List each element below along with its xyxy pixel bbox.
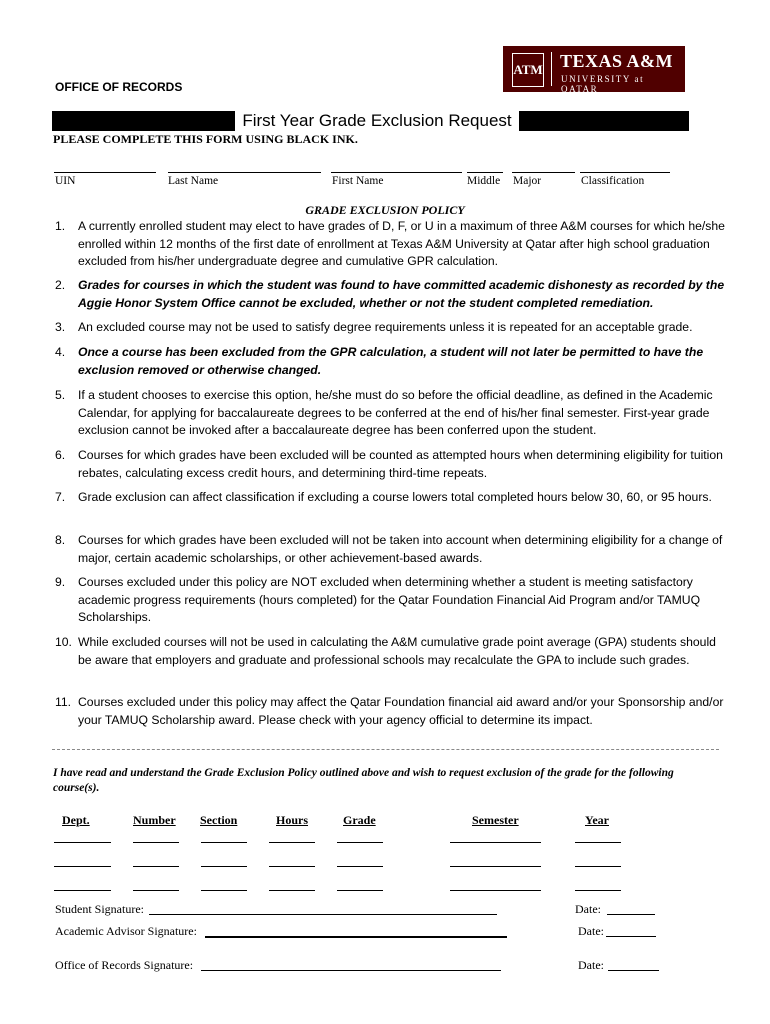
advisor-signature-line[interactable] <box>205 936 507 938</box>
first-name-field-line[interactable] <box>331 172 462 173</box>
classification-label: Classification <box>581 175 645 187</box>
date-line[interactable] <box>607 914 655 915</box>
year-line[interactable] <box>575 890 621 891</box>
policy-item: 4. Once a course has been excluded from the GPR calculation, a student will not later be permitted to have the exclusion removed or otherwise changed. <box>55 345 704 377</box>
policy-title: GRADE EXCLUSION POLICY <box>305 203 465 217</box>
section-line[interactable] <box>201 890 247 891</box>
dept-line[interactable] <box>54 842 111 843</box>
policy-item: 7. Grade exclusion can affect classification if excluding a course lowers total completed hours below 30, 60, or 95 hours. <box>55 490 712 504</box>
records-signature-label: Office of Records Signature: <box>55 958 194 972</box>
date-line[interactable] <box>606 936 656 937</box>
number-line[interactable] <box>133 890 179 891</box>
semester-line[interactable] <box>450 890 541 891</box>
grade-line[interactable] <box>337 866 383 867</box>
date-label: Date: <box>575 902 601 916</box>
policy-item: 10. While excluded courses will not be used in calculating the A&M cumulative grade point average (GPA) students should be aware that employers and graduate and professional schools may recalculate the GPA to include such grades. <box>55 635 716 667</box>
date-label: Date: <box>578 958 604 972</box>
semester-line[interactable] <box>450 842 541 843</box>
number-line[interactable] <box>133 842 179 843</box>
date-label: Date: <box>578 924 604 938</box>
col-hours: Hours <box>276 813 309 827</box>
policy-item: 6. Courses for which grades have been excluded will be counted as attempted hours when determining eligibility for tuition rebates, calculating excess credit hours, and determining third-time repeats. <box>55 448 723 480</box>
policy-item: 3. An excluded course may not be used to satisfy degree requirements unless it is repeated for an acceptable grade. <box>55 320 693 334</box>
classification-field-line[interactable] <box>580 172 670 173</box>
section-line[interactable] <box>201 866 247 867</box>
advisor-signature-label: Academic Advisor Signature: <box>55 924 197 938</box>
major-field-line[interactable] <box>512 172 575 173</box>
section-divider <box>52 749 719 750</box>
col-year: Year <box>585 813 609 827</box>
records-signature-line[interactable] <box>201 970 501 971</box>
student-signature-line[interactable] <box>149 914 497 915</box>
uin-field-line[interactable] <box>54 172 156 173</box>
policy-item: 5. If a student chooses to exercise this option, he/she must do so before the official deadline, as defined in the Academic Calendar, for applying for baccalaureate degrees to be conferred at the end of his/her final semester. First-year grade exclusion cannot be invoked after a baccalaureate degree has been conferred upon the student. <box>55 388 713 437</box>
grade-line[interactable] <box>337 890 383 891</box>
middle-label: Middle <box>467 175 501 187</box>
hours-line[interactable] <box>269 842 315 843</box>
logo-line1: TEXAS A&M <box>560 51 674 71</box>
col-number: Number <box>133 813 176 827</box>
dept-line[interactable] <box>54 890 111 891</box>
year-line[interactable] <box>575 866 621 867</box>
section-line[interactable] <box>201 842 247 843</box>
col-semester: Semester <box>472 813 519 827</box>
grade-line[interactable] <box>337 842 383 843</box>
form-title: First Year Grade Exclusion Request <box>235 110 519 131</box>
university-logo <box>503 46 685 92</box>
policy-item: 8. Courses for which grades have been excluded will not be taken into account when determining eligibility for a change of major, certain academic scholarships, or other achievement-based awards. <box>55 533 723 565</box>
major-label: Major <box>513 175 542 187</box>
hours-line[interactable] <box>269 866 315 867</box>
student-signature-label: Student Signature: <box>55 902 144 916</box>
logo-divider <box>551 52 552 86</box>
atm-mark-icon: ATM <box>512 53 544 87</box>
year-line[interactable] <box>575 842 621 843</box>
policy-item: 11. Courses excluded under this policy may affect the Qatar Foundation financial aid award and/or your Sponsorship and/or your TAMUQ Scholarship award. Please check with your agency official to determine its impact. <box>55 695 724 727</box>
policy-item: 9. Courses excluded under this policy are NOT excluded when determining whether a student is meeting satisfactory academic progress requirements (hours completed) for the Qatar Foundation Financial Aid Program and/or TAMUQ Scholarships. <box>55 575 701 624</box>
last-name-label: Last Name <box>168 175 219 187</box>
policy-item: 2. Grades for courses in which the student was found to have committed academic dishonesty as recorded by the Aggie Honor System Office cannot be excluded, whether or not the student completed remediation. <box>55 278 725 310</box>
policy-item: 1. A currently enrolled student may elect to have grades of D, F, or U in a maximum of three A&M courses for which he/she enrolled within 12 months of the first date of enrollment at Texas A&M University at Qatar after high school graduation excluded from his/her undergraduate degree and cumulative GPR calculation. <box>55 219 725 268</box>
hours-line[interactable] <box>269 890 315 891</box>
uin-label: UIN <box>55 175 76 187</box>
last-name-field-line[interactable] <box>168 172 321 173</box>
middle-field-line[interactable] <box>467 172 503 173</box>
semester-line[interactable] <box>450 866 541 867</box>
date-line[interactable] <box>608 970 659 971</box>
dept-line[interactable] <box>54 866 111 867</box>
col-dept: Dept. <box>62 813 90 827</box>
col-section: Section <box>200 813 238 827</box>
logo-line2: UNIVERSITY at QATAR <box>561 74 645 94</box>
instruction: PLEASE COMPLETE THIS FORM USING BLACK INK. <box>53 132 358 146</box>
first-name-label: First Name <box>332 175 384 187</box>
office-heading: OFFICE OF RECORDS <box>55 80 183 94</box>
col-grade: Grade <box>343 813 376 827</box>
title-bar <box>52 111 689 131</box>
number-line[interactable] <box>133 866 179 867</box>
acknowledgement: I have read and understand the Grade Exclusion Policy outlined above and wish to request exclusion of the grade for the following course(s). <box>53 767 674 794</box>
